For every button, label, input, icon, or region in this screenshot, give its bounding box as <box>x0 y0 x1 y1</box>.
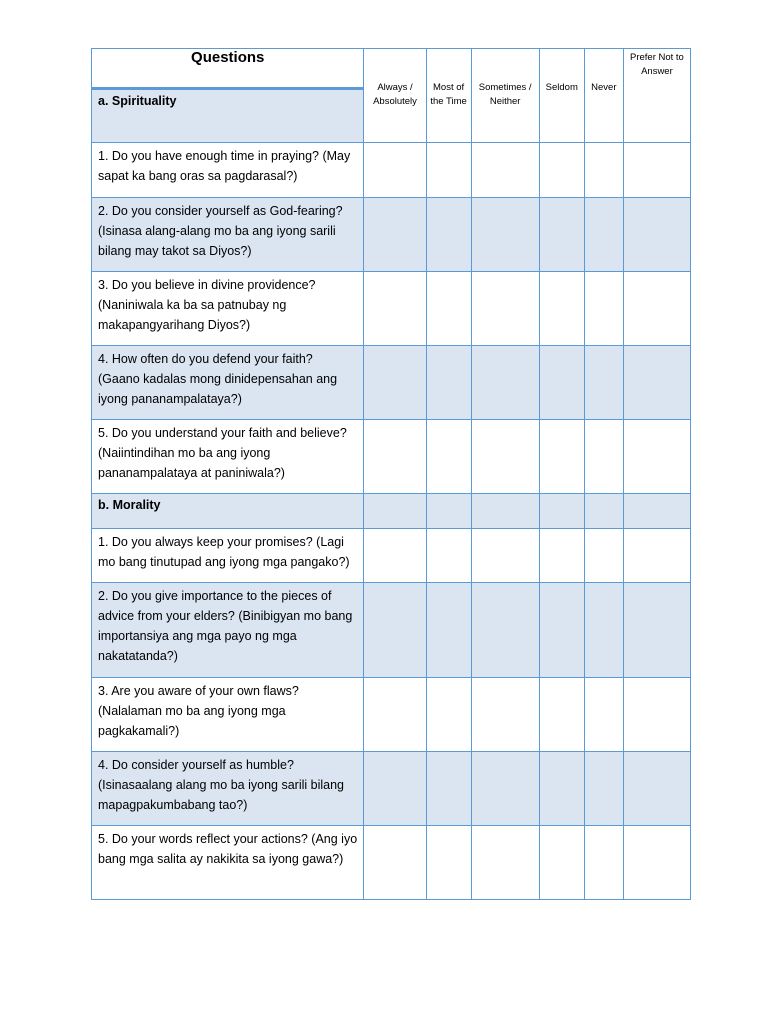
answer-cell[interactable] <box>426 529 471 583</box>
answer-cell[interactable] <box>426 198 471 272</box>
answer-cell[interactable] <box>471 420 539 494</box>
answer-cell[interactable] <box>539 583 584 678</box>
question-text: 5. Do your words reflect your actions? (Ang iyo bang mga salita ay nakikita sa iyong gawa?) <box>92 826 364 900</box>
answer-cell[interactable] <box>471 272 539 346</box>
answer-cell[interactable] <box>584 826 623 900</box>
answer-cell[interactable] <box>364 583 426 678</box>
question-text: 5. Do you understand your faith and believe? (Naiintindihan mo ba ang iyong pananampalataya at paniniwala?) <box>92 420 364 494</box>
answer-cell[interactable] <box>426 420 471 494</box>
answer-cell[interactable] <box>539 346 584 420</box>
option-sometimes-header: Sometimes / Neither <box>471 49 539 143</box>
answer-cell[interactable] <box>623 529 690 583</box>
question-text: 2. Do you give importance to the pieces of advice from your elders? (Binibigyan mo bang importansiya ang mga payo ng mga nakatatanda?) <box>92 583 364 678</box>
answer-cell[interactable] <box>364 678 426 752</box>
answer-cell[interactable] <box>426 272 471 346</box>
answer-cell[interactable] <box>471 529 539 583</box>
answer-cell[interactable] <box>471 678 539 752</box>
answer-cell[interactable] <box>364 529 426 583</box>
answer-cell[interactable] <box>426 752 471 826</box>
answer-cell[interactable] <box>623 272 690 346</box>
answer-cell[interactable] <box>426 678 471 752</box>
option-most-header: Most of the Time <box>426 49 471 143</box>
answer-cell[interactable] <box>539 826 584 900</box>
answer-cell[interactable] <box>584 420 623 494</box>
answer-cell[interactable] <box>471 346 539 420</box>
answer-cell[interactable] <box>623 678 690 752</box>
question-text: 4. How often do you defend your faith? (Gaano kadalas mong dinidepensahan ang iyong pananampalataya?) <box>92 346 364 420</box>
answer-cell[interactable] <box>364 346 426 420</box>
answer-cell[interactable] <box>584 346 623 420</box>
answer-cell[interactable] <box>623 583 690 678</box>
option-prefer-not-header: Prefer Not to Answer <box>623 49 690 143</box>
answer-cell[interactable] <box>623 143 690 198</box>
answer-cell[interactable] <box>623 420 690 494</box>
answer-cell[interactable] <box>426 583 471 678</box>
answer-cell[interactable] <box>364 272 426 346</box>
answer-cell[interactable] <box>471 752 539 826</box>
answer-cell[interactable] <box>471 826 539 900</box>
answer-cell[interactable] <box>623 198 690 272</box>
answer-cell[interactable] <box>584 143 623 198</box>
answer-cell[interactable] <box>426 346 471 420</box>
question-text: 3. Are you aware of your own flaws? (Nalalaman mo ba ang iyong mga pagkakamali?) <box>92 678 364 752</box>
answer-cell[interactable] <box>426 143 471 198</box>
answer-cell[interactable] <box>539 678 584 752</box>
answer-cell[interactable] <box>584 752 623 826</box>
answer-cell[interactable] <box>584 529 623 583</box>
section-title-spirituality: a. Spirituality <box>92 89 364 143</box>
answer-cell[interactable] <box>364 420 426 494</box>
question-text: 1. Do you have enough time in praying? (May sapat ka bang oras sa pagdarasal?) <box>92 143 364 198</box>
answer-cell[interactable] <box>584 583 623 678</box>
answer-cell[interactable] <box>584 272 623 346</box>
option-seldom-header: Seldom <box>539 49 584 143</box>
answer-cell[interactable] <box>471 143 539 198</box>
answer-cell[interactable] <box>471 583 539 678</box>
answer-cell[interactable] <box>584 678 623 752</box>
answer-cell[interactable] <box>584 198 623 272</box>
answer-cell[interactable] <box>623 826 690 900</box>
answer-cell[interactable] <box>364 143 426 198</box>
answer-cell[interactable] <box>539 752 584 826</box>
section-title-morality: b. Morality <box>92 494 364 529</box>
option-never-header: Never <box>584 49 623 143</box>
question-text: 2. Do you consider yourself as God-fearing? (Isinasa alang-alang mo ba ang iyong sarili bilang may takot sa Diyos?) <box>92 198 364 272</box>
questions-header: Questions <box>92 49 364 89</box>
survey-table <box>91 48 691 900</box>
option-always-header: Always / Absolutely <box>364 49 426 143</box>
answer-cell[interactable] <box>364 826 426 900</box>
answer-cell[interactable] <box>539 529 584 583</box>
answer-cell[interactable] <box>539 143 584 198</box>
answer-cell[interactable] <box>539 198 584 272</box>
question-text: 3. Do you believe in divine providence? (Naniniwala ka ba sa patnubay ng makapangyarihang Diyos?) <box>92 272 364 346</box>
answer-cell[interactable] <box>623 346 690 420</box>
answer-cell[interactable] <box>539 420 584 494</box>
answer-cell[interactable] <box>539 272 584 346</box>
answer-cell[interactable] <box>364 752 426 826</box>
answer-cell[interactable] <box>364 198 426 272</box>
answer-cell[interactable] <box>623 752 690 826</box>
question-text: 4. Do consider yourself as humble? (Isinasaalang alang mo ba iyong sarili bilang mapagpakumbabang tao?) <box>92 752 364 826</box>
answer-cell[interactable] <box>426 826 471 900</box>
question-text: 1. Do you always keep your promises? (Lagi mo bang tinutupad ang iyong mga pangako?) <box>92 529 364 583</box>
answer-cell[interactable] <box>471 198 539 272</box>
